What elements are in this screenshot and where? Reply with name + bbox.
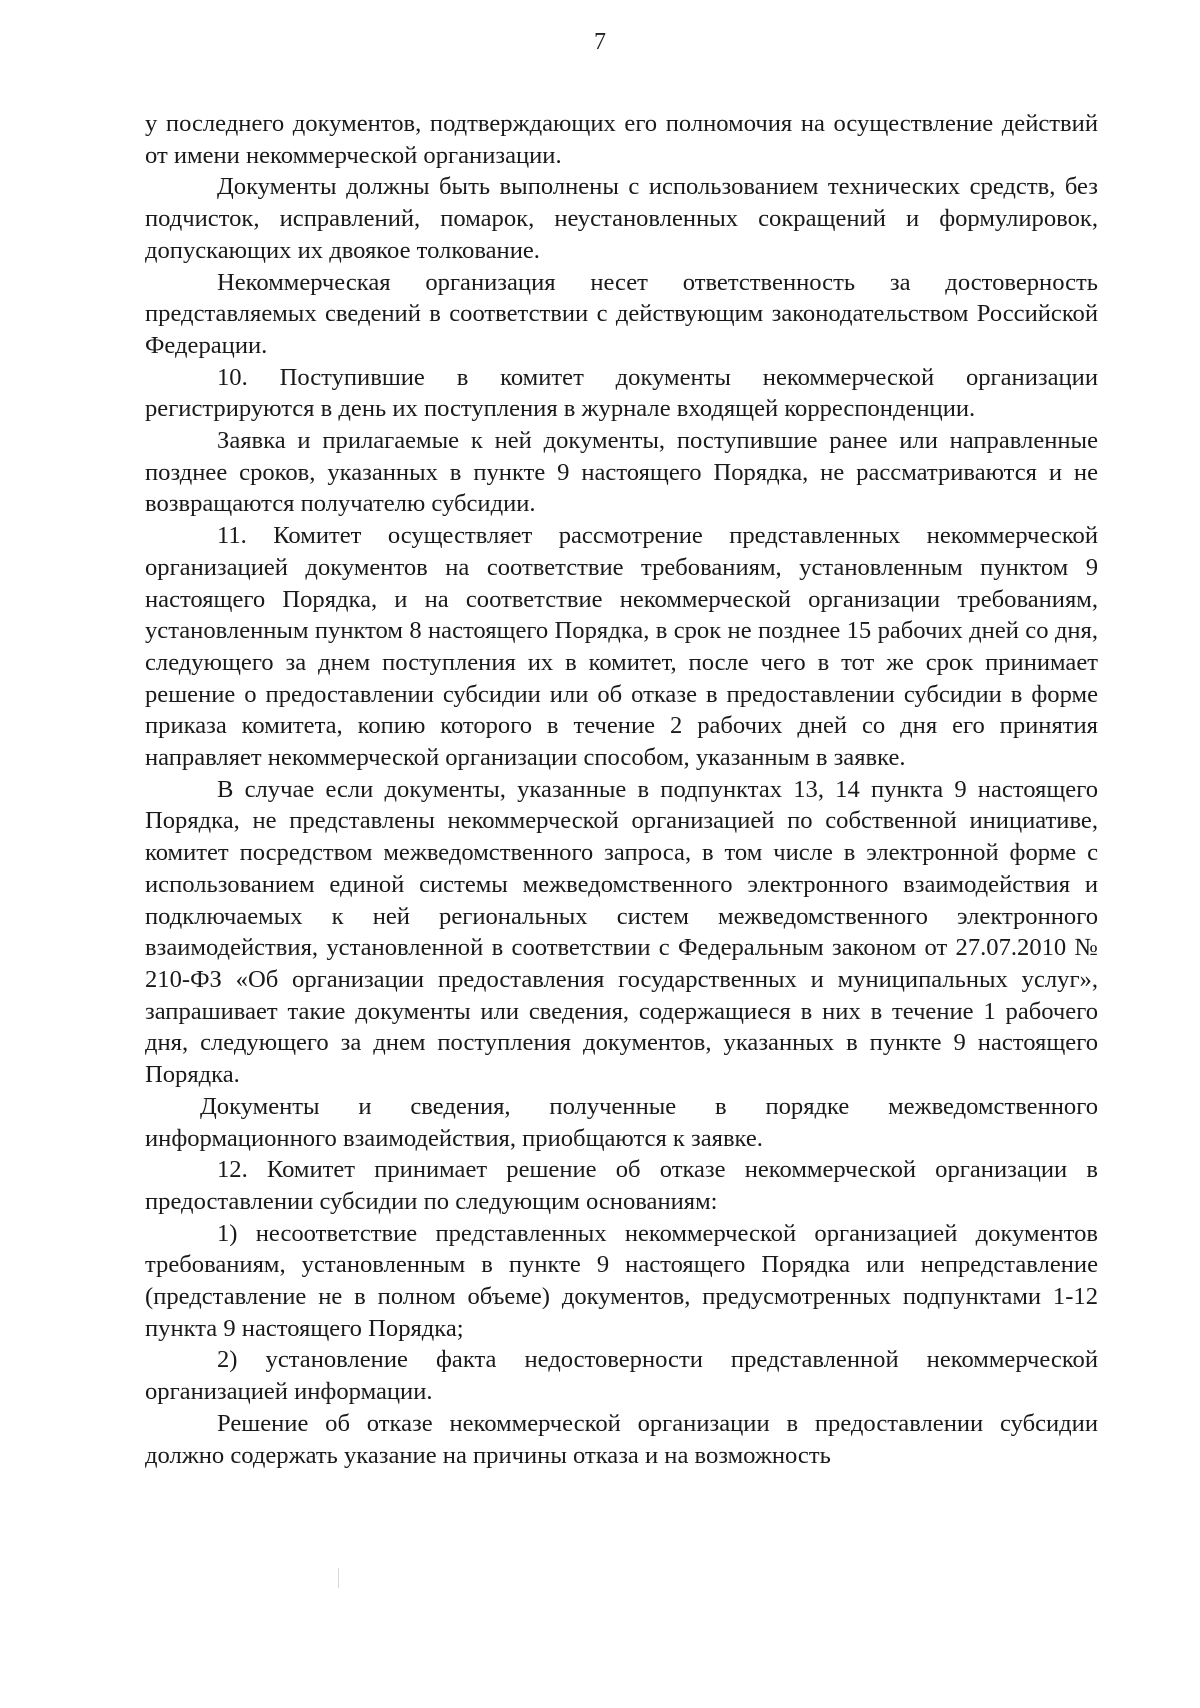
paragraph-responsibility: Некоммерческая организация несет ответственность за достоверность представляемых сведений в соответствии с действующим законодательством Российской Федерации. [145, 268, 1098, 359]
paragraph-continuation: у последнего документов, подтверждающих его полномочия на осуществление действий от имени некоммерческой организации. [145, 110, 1098, 169]
paragraph-late-applications: Заявка и прилагаемые к ней документы, поступившие ранее или направленные позднее сроков, указанных в пункте 9 настоящего Порядка, не рассматриваются и не возвращаются получателю субсидии. [145, 427, 1098, 518]
paragraph-interagency-request: В случае если документы, указанные в подпунктах 13, 14 пункта 9 настоящего Порядка, не представлены некоммерческой организацией по собственной инициативе, комитет посредством межведомственного запроса, в том числе в электронной форме с использованием единой системы межведомственного электронного взаимодействия и подключаемых к ней региональных систем межведомственного электронного взаимодействия, установленной в соответствии с Федеральным законом от 27.07.2010 № 210-ФЗ «Об организации предоставления государственных и муниципальных услуг», запрашивает такие документы или сведения, содержащиеся в них в течение 1 рабочего дня, следующего за днем поступления документов, указанных в пункте 9 настоящего Порядка. [145, 775, 1098, 1089]
paragraph-item-11: 11. Комитет осуществляет рассмотрение представленных некоммерческой организацией документов на соответствие требованиям, установленным пунктом 9 настоящего Порядка, и на соответствие некоммерческой организации требованиям, установленным пунктом 8 настоящего Порядка, в срок не позднее 15 рабочих дней со дня, следующего за днем поступления их в комитет, после чего в тот же срок принимает решение о предоставлении субсидии или об отказе в предоставлении субсидии в форме приказа комитета, копию которого в течение 2 рабочих дней со дня его принятия направляет некоммерческой организации способом, указанным в заявке. [145, 522, 1098, 772]
paragraph-item-10: 10. Поступившие в комитет документы некоммерческой организации регистрируются в день их поступления в журнале входящей корреспонденции. [145, 363, 1098, 423]
document-body [145, 108, 1098, 1471]
paragraph-ground-1: 1) несоответствие представленных некоммерческой организацией документов требованиям, установленным в пункте 9 настоящего Порядка или непредставление (представление не в полном объеме) документов, предусмотренных подпунктами 1-12 пункта 9 настоящего Порядка; [145, 1219, 1098, 1342]
paragraph-item-12: 12. Комитет принимает решение об отказе некоммерческой организации в предоставлении субсидии по следующим основаниям: [145, 1156, 1098, 1215]
page-number: 7 [594, 29, 606, 55]
paragraph-ground-2: 2) установление факта недостоверности представленной некоммерческой организацией информации. [145, 1346, 1098, 1406]
paragraph-refusal-decision: Решение об отказе некоммерческой организации в предоставлении субсидии должно содержать указание на причины отказа и на возможность [145, 1409, 1098, 1469]
scan-mark [338, 1568, 339, 1588]
paragraph-documents-requirements: Документы должны быть выполнены с использованием технических средств, без подчисток, исправлений, помарок, неустановленных сокращений и формулировок, допускающих их двоякое толкование. [145, 173, 1098, 264]
paragraph-attached-info: Документы и сведения, полученные в порядке межведомственного информационного взаимодействия, приобщаются к заявке. [145, 1092, 1098, 1152]
